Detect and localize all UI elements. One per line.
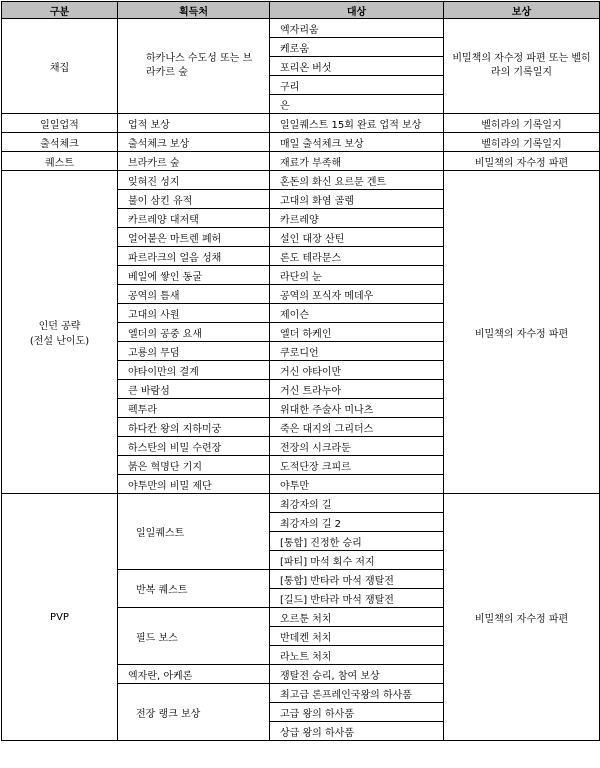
pvp-target: 라노트 처치 [270,646,444,665]
gathering-category: 채집 [2,19,118,114]
dungeon-target: 고대의 화염 골렘 [270,190,444,209]
dungeon-target: 위대한 주술사 미나츠 [270,399,444,418]
source-cell: 브라카르 숲 [118,152,270,171]
pvp-target: [통합] 진정한 승리 [270,532,444,551]
dungeon-target: 거신 트라누아 [270,380,444,399]
dungeon-source: 얼어붙은 마트렌 폐허 [118,228,270,247]
dungeon-target: 론도 테라문스 [270,247,444,266]
pvp-reward: 비밀책의 자수정 파편 [444,494,600,741]
dungeon-source: 고대의 사원 [118,304,270,323]
dungeon-source: 붉은 혁명단 기지 [118,456,270,475]
table-row [2,19,600,38]
dungeon-target: 라단의 눈 [270,266,444,285]
dungeon-category-line1: 인던 공략 [38,321,81,332]
header-reward: 보상 [444,2,600,19]
gathering-reward: 비밀책의 자수정 파편 또는 벨히라의 기록일지 [444,19,600,114]
dungeon-source: 잊혀진 성지 [118,171,270,190]
dungeon-source: 큰 바람섬 [118,380,270,399]
dungeon-target: 전장의 시크라둔 [270,437,444,456]
gathering-target: 구리 [270,76,444,95]
dungeon-target: 거신 야타이만 [270,361,444,380]
pvp-target: 최강자의 길 [270,494,444,513]
dungeon-target: 죽은 대지의 그리더스 [270,418,444,437]
pvp-target: 쟁탈전 승리, 참여 보상 [270,665,444,684]
pvp-target: 오르툰 처치 [270,608,444,627]
pvp-target: 반데켄 처치 [270,627,444,646]
dungeon-source: 야투만의 비밀 제단 [118,475,270,494]
pvp-target: [통합] 반타라 마석 쟁탈전 [270,570,444,589]
dungeon-source: 공역의 틈새 [118,285,270,304]
dungeon-target: 야투만 [270,475,444,494]
reward-cell: 비밀책의 자수정 파편 [444,152,600,171]
header-target: 대상 [270,2,444,19]
dungeon-target: 카르레양 [270,209,444,228]
gathering-target: 케로움 [270,38,444,57]
dungeon-target: 도적단장 크피르 [270,456,444,475]
table-row [2,133,600,152]
target-cell: 재료가 부족해 [270,152,444,171]
category-cell: 출석체크 [2,133,118,152]
dungeon-target: 제이슨 [270,304,444,323]
table-row [2,171,600,190]
dungeon-target: 엘더 하케인 [270,323,444,342]
dungeon-source: 고룡의 무덤 [118,342,270,361]
dungeon-source: 펙투라 [118,399,270,418]
table-row [2,114,600,133]
pvp-target: [길드] 반타라 마석 쟁탈전 [270,589,444,608]
table-row [2,152,600,171]
dungeon-category-line2: (전설 난이도) [29,336,90,347]
pvp-target: 상급 왕의 하사품 [270,722,444,741]
target-cell: 일일퀘스트 15회 완료 업적 보상 [270,114,444,133]
pvp-target: 고급 왕의 하사품 [270,703,444,722]
dungeon-target: 쿠로디언 [270,342,444,361]
pvp-source: 엑자란, 아케론 [118,665,270,684]
pvp-category: PVP [2,494,118,741]
dungeon-source: 베일에 쌓인 동굴 [118,266,270,285]
header-category: 구분 [2,2,118,19]
gathering-source: 하카나스 수도성 또는 브라카르 숲 [118,19,270,114]
header-source: 획득처 [118,2,270,19]
dungeon-source: 야타이만의 결계 [118,361,270,380]
gathering-target: 포리온 버섯 [270,57,444,76]
dungeon-source: 파르라크의 얼음 성채 [118,247,270,266]
dungeon-target: 공역의 포식자 메데우 [270,285,444,304]
dungeon-target: 혼돈의 화신 요르문 겐트 [270,171,444,190]
source-cell: 업적 보상 [118,114,270,133]
category-cell: 퀘스트 [2,152,118,171]
dungeon-source: 하스탄의 비밀 수련장 [118,437,270,456]
reward-cell: 벨히라의 기록일지 [444,114,600,133]
dungeon-target: 설인 대장 산틴 [270,228,444,247]
pvp-target: 최고급 론프레인국왕의 하사품 [270,684,444,703]
dungeon-reward: 비밀책의 자수정 파편 [444,171,600,494]
reward-table [1,1,600,741]
pvp-source: 필드 보스 [118,608,270,665]
table-row [2,494,600,513]
gathering-target: 엑자리움 [270,19,444,38]
pvp-source: 전장 랭크 보상 [118,684,270,741]
dungeon-source: 카르레양 대저택 [118,209,270,228]
pvp-source: 반복 퀘스트 [118,570,270,608]
pvp-source: 일일퀘스트 [118,494,270,570]
pvp-target: 최강자의 길 2 [270,513,444,532]
source-cell: 출석체크 보상 [118,133,270,152]
category-cell: 일일업적 [2,114,118,133]
dungeon-source: 하다칸 왕의 지하미궁 [118,418,270,437]
reward-cell: 벨히라의 기록일지 [444,133,600,152]
dungeon-category [2,171,118,494]
gathering-target: 은 [270,95,444,114]
dungeon-source: 엘더의 공중 요새 [118,323,270,342]
pvp-target: [파티] 마석 회수 저지 [270,551,444,570]
target-cell: 매일 출석체크 보상 [270,133,444,152]
dungeon-source: 불이 삼킨 유적 [118,190,270,209]
header-row [2,2,600,19]
